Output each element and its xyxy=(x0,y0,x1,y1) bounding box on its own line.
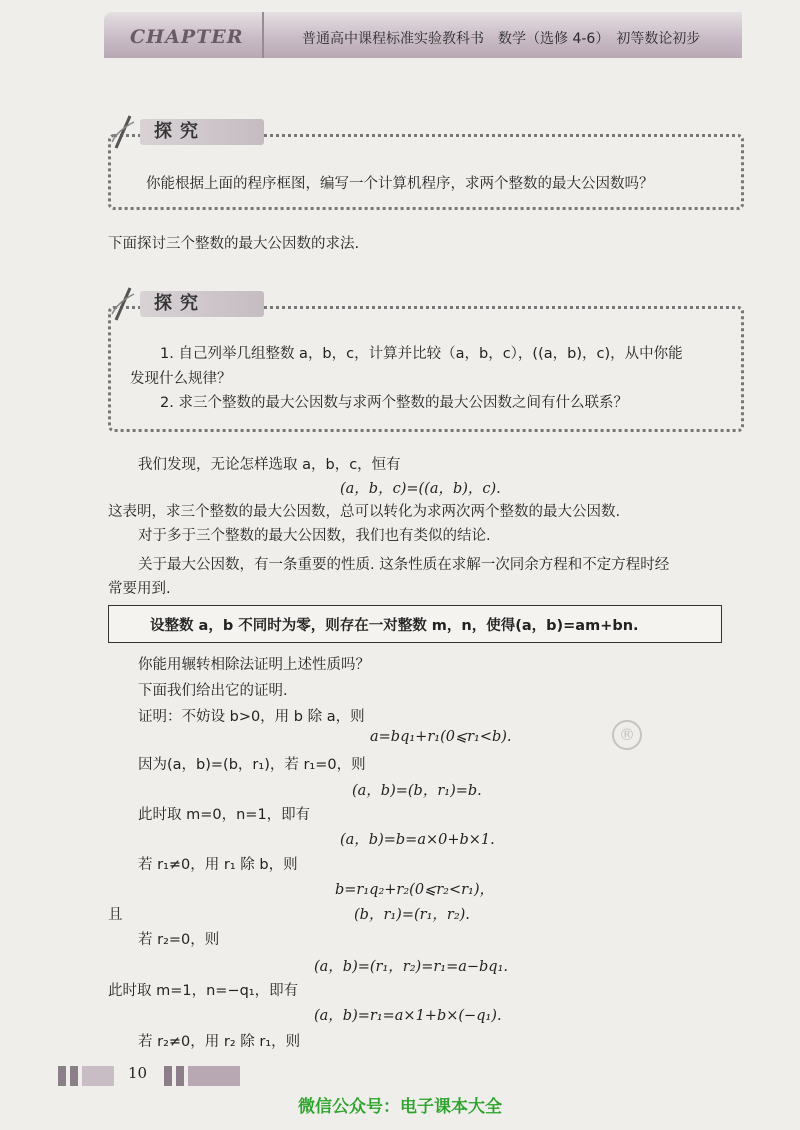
pencil-icon xyxy=(110,284,140,324)
explore-2-item-1: 1. 自己列举几组整数 a，b，c，计算并比较（a，b，c），((a，b)，c)，从中你能 xyxy=(160,346,683,362)
wechat-watermark: 微信公众号：电子课本大全 xyxy=(298,1097,502,1117)
proof-equation-6: (a，b)=(r₁，r₂)=r₁=a−bq₁. xyxy=(314,959,509,975)
proof-equation-2: (a，b)=(b，r₁)=b. xyxy=(352,783,482,799)
paragraph-4-cont: 常要用到. xyxy=(108,581,171,597)
proof-line-3: 此时取 m=0，n=1，即有 xyxy=(138,807,311,823)
proof-line-8: 若 r₂≠0，用 r₂ 除 r₁，则 xyxy=(138,1034,301,1050)
equation-1: (a，b，c)=((a，b)，c). xyxy=(340,481,501,497)
proof-question: 你能用辗转相除法证明上述性质吗？ xyxy=(138,657,370,673)
proof-equation-5: (b，r₁)=(r₁，r₂). xyxy=(354,907,470,923)
proof-equation-7: (a，b)=r₁=a×1+b×(−q₁). xyxy=(314,1008,502,1024)
chapter-label: CHAPTER xyxy=(130,26,244,48)
proof-equation-3: (a，b)=b=a×0+b×1. xyxy=(340,832,495,848)
theorem-text: 设整数 a，b 不同时为零，则存在一对整数 m，n，使得(a，b)=am+bn. xyxy=(150,618,639,634)
proof-line-5: 且 xyxy=(108,907,123,923)
proof-equation-1: a=bq₁+r₁(0⩽r₁<b). xyxy=(370,729,512,745)
explore-tag-2 xyxy=(110,284,264,324)
proof-line-2: 因为(a，b)=(b，r₁)，若 r₁=0，则 xyxy=(138,757,366,773)
three-integers-intro: 下面探讨三个整数的最大公因数的求法. xyxy=(108,236,360,252)
footer-bar-left xyxy=(58,1066,114,1086)
proof-line-6: 若 r₂=0，则 xyxy=(138,932,220,948)
paragraph-3: 对于多于三个整数的最大公因数，我们也有类似的结论. xyxy=(138,528,491,544)
proof-equation-4: b=r₁q₂+r₂(0⩽r₂<r₁)， xyxy=(335,882,494,898)
footer-bar-right xyxy=(164,1066,240,1086)
paragraph-4: 关于最大公因数，有一条重要的性质. 这条性质在求解一次同余方程和不定方程时经 xyxy=(138,557,670,573)
paragraph-2: 这表明，求三个整数的最大公因数，总可以转化为求两次两个整数的最大公因数. xyxy=(108,504,621,520)
registered-mark: ® xyxy=(612,720,642,750)
explore-label-1: 探究 xyxy=(140,119,264,145)
pencil-icon xyxy=(110,112,140,152)
proof-intro: 下面我们给出它的证明. xyxy=(138,683,288,699)
explore-2-item-2: 2. 求三个整数的最大公因数与求两个整数的最大公因数之间有什么联系？ xyxy=(160,395,628,411)
proof-line-4: 若 r₁≠0，用 r₁ 除 b，则 xyxy=(138,857,298,873)
proof-line-1: 证明：不妨设 b>0，用 b 除 a，则 xyxy=(138,709,365,725)
page-number: 10 xyxy=(128,1064,148,1082)
explore-label-2: 探究 xyxy=(140,291,264,317)
paragraph-1: 我们发现，无论怎样选取 a，b，c，恒有 xyxy=(138,457,401,473)
explore-2-item-1-cont: 发现什么规律？ xyxy=(130,371,232,387)
proof-line-7: 此时取 m=1，n=−q₁，即有 xyxy=(108,983,299,999)
explore-1-text: 你能根据上面的程序框图，编写一个计算机程序，求两个整数的最大公因数吗？ xyxy=(146,176,654,192)
explore-tag-1 xyxy=(110,112,264,152)
book-title: 普通高中课程标准实验教科书 数学（选修 4-6） 初等数论初步 xyxy=(302,31,701,47)
header-separator xyxy=(262,12,264,58)
